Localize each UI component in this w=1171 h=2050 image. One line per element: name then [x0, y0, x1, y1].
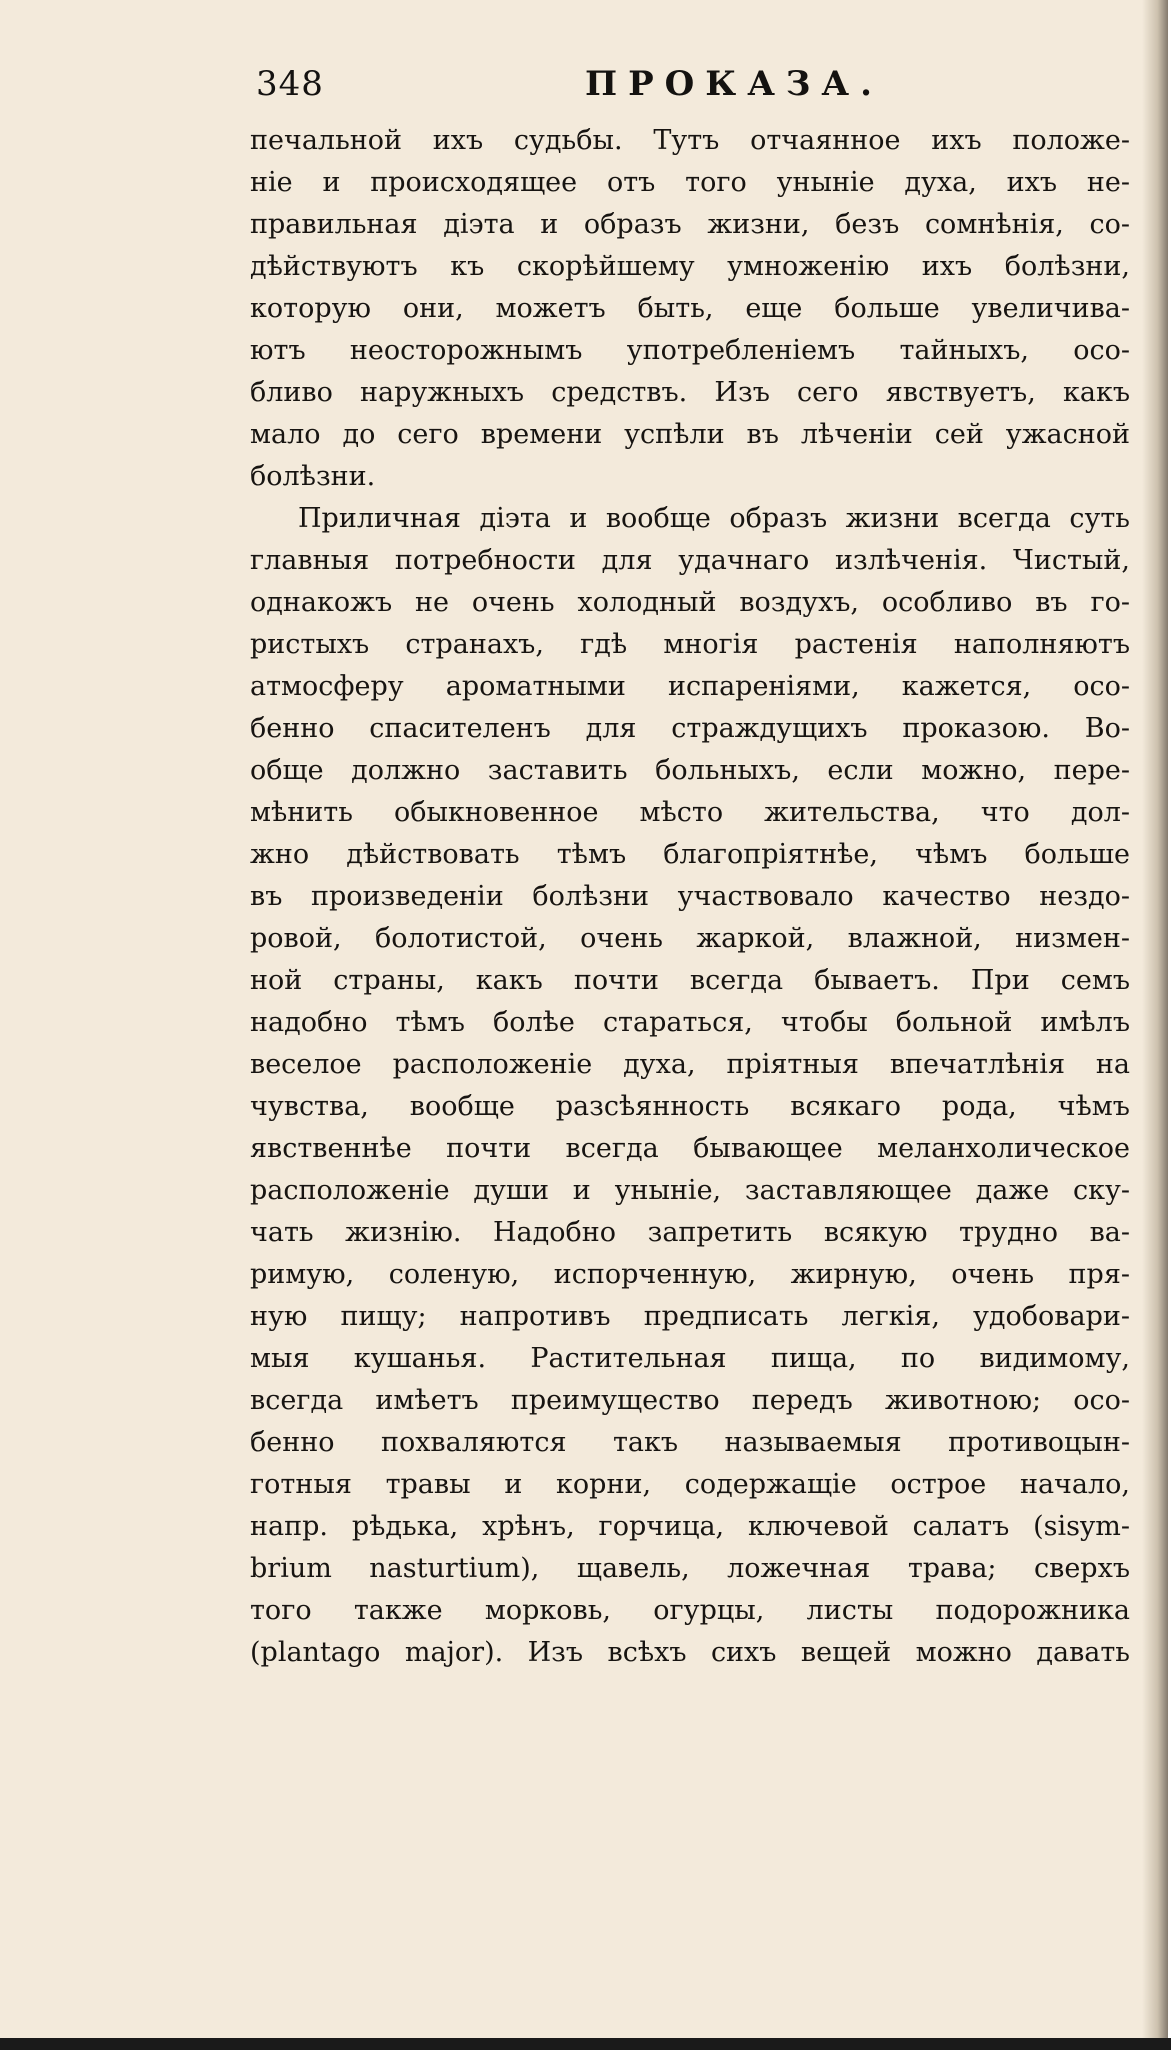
text-line: обще должно заставить больныхъ, если можно, пере- — [250, 755, 1130, 786]
text-line: ристыхъ странахъ, гдѣ многія растенія наполняютъ — [250, 629, 1130, 660]
scan-bottom-border — [0, 2038, 1171, 2050]
text-line: всегда имѣетъ преимущество передъ животною; осо- — [250, 1385, 1130, 1416]
page-edge-shadow — [1142, 0, 1168, 2038]
text-line: мѣнить обыкновенное мѣсто жительства, что дол- — [250, 797, 1130, 828]
text-line: атмосферу ароматными испареніями, кажется, осо- — [250, 671, 1130, 702]
text-line: напр. рѣдька, хрѣнъ, горчица, ключевой салатъ (sisym- — [250, 1511, 1130, 1542]
text-line: чать жизнію. Надобно запретить всякую трудно ва- — [250, 1217, 1130, 1248]
text-line: того также морковь, огурцы, листы подорожника — [250, 1595, 1130, 1626]
text-line: веселое расположеніе духа, пріятныя впечатлѣнія на — [250, 1049, 1130, 1080]
text-line: надобно тѣмъ болѣе стараться, чтобы больной имѣлъ — [250, 1007, 1130, 1038]
text-line: жно дѣйствовать тѣмъ благопріятнѣе, чѣмъ больше — [250, 839, 1130, 870]
text-line: болѣзни. — [250, 461, 376, 492]
text-line: бенно похваляются такъ называемыя противоцын- — [250, 1427, 1130, 1458]
text-line: ной страны, какъ почти всегда бываетъ. При семъ — [250, 965, 1130, 996]
text-line: чувства, вообще разсѣянность всякаго рода, чѣмъ — [250, 1091, 1130, 1122]
text-line: ную пищу; напротивъ предписать легкія, удобовари- — [250, 1301, 1130, 1332]
text-line-paragraph-start: Приличная діэта и вообще образъ жизни всегда суть — [298, 503, 1130, 534]
text-line: бливо наружныхъ средствъ. Изъ сего явствуетъ, какъ — [250, 377, 1130, 408]
text-line: расположеніе души и уныніе, заставляющее даже ску- — [250, 1175, 1130, 1206]
body-text — [250, 120, 1130, 1674]
text-line: главныя потребности для удачнаго излѣченія. Чистый, — [250, 545, 1130, 576]
text-line: мало до сего времени успѣли въ лѣченіи сей ужасной — [250, 419, 1130, 450]
text-line: ютъ неосторожнымъ употребленіемъ тайныхъ, осо- — [250, 335, 1130, 366]
running-title: ПРОКАЗА. — [585, 64, 883, 104]
text-line: бенно спасителенъ для страждущихъ проказою. Во- — [250, 713, 1130, 744]
text-line: готныя травы и корни, содержащіе острое начало, — [250, 1469, 1130, 1500]
text-line: ніе и происходящее отъ того уныніе духа, ихъ не- — [250, 167, 1130, 198]
text-line: явственнѣе почти всегда бывающее меланхолическое — [250, 1133, 1130, 1164]
text-line: (plantago major). Изъ всѣхъ сихъ вещей можно давать — [250, 1637, 1130, 1668]
text-line: мыя кушанья. Растительная пища, по видимому, — [250, 1343, 1130, 1374]
text-line: дѣйствуютъ къ скорѣйшему умноженію ихъ болѣзни, — [250, 251, 1130, 282]
text-line: brium nasturtium), щавель, ложечная трава; сверхъ — [250, 1553, 1130, 1584]
text-line: въ произведеніи болѣзни участвовало качество нездо- — [250, 881, 1130, 912]
text-line: ровой, болотистой, очень жаркой, влажной, низмен- — [250, 923, 1130, 954]
text-line: печальной ихъ судьбы. Тутъ отчаянное ихъ положе- — [250, 125, 1130, 156]
text-line: которую они, можетъ быть, еще больше увеличива- — [250, 293, 1130, 324]
text-line: правильная діэта и образъ жизни, безъ сомнѣнія, со- — [250, 209, 1130, 240]
page-header — [250, 64, 1130, 114]
page-number: 348 — [256, 64, 324, 104]
text-line: римую, соленую, испорченную, жирную, очень пря- — [250, 1259, 1130, 1290]
text-line: однакожъ не очень холодный воздухъ, особливо въ го- — [250, 587, 1130, 618]
